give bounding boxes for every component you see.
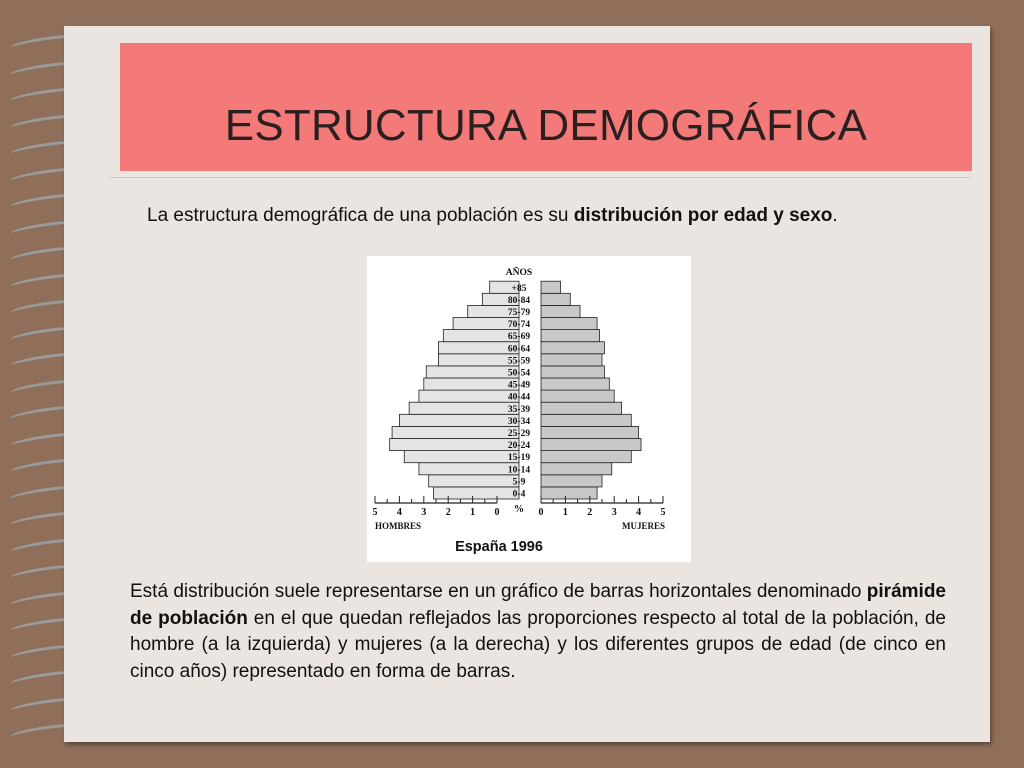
bar-hombres bbox=[429, 475, 519, 487]
x-tick-label: 0 bbox=[538, 507, 544, 518]
age-axis-label: AÑOS bbox=[505, 268, 533, 278]
bar-hombres bbox=[434, 487, 519, 499]
age-group-label: 15-19 bbox=[507, 453, 531, 464]
slide-title: ESTRUCTURA DEMOGRÁFICA bbox=[224, 101, 868, 150]
bar-hombres bbox=[399, 414, 519, 426]
age-group-label: 50-54 bbox=[507, 368, 531, 379]
divider bbox=[109, 177, 971, 178]
bar-mujeres bbox=[541, 463, 612, 475]
bar-mujeres bbox=[541, 439, 641, 451]
x-unit-label: % bbox=[514, 504, 524, 515]
age-group-label: 30-34 bbox=[507, 416, 531, 427]
body-text: Está distribución suele representarse en un gráfico de barras horizontales denominado bbox=[130, 581, 867, 602]
x-tick-label: 1 bbox=[470, 507, 476, 518]
age-group-label: 45-49 bbox=[507, 380, 531, 391]
intro-text: La estructura demográfica de una población es su bbox=[147, 205, 574, 226]
bar-mujeres bbox=[541, 426, 639, 438]
bar-hombres bbox=[392, 426, 519, 438]
x-tick-label: 2 bbox=[445, 507, 451, 518]
bar-mujeres bbox=[541, 402, 622, 414]
bar-hombres bbox=[419, 463, 519, 475]
bar-hombres bbox=[409, 402, 519, 414]
x-tick-label: 2 bbox=[587, 507, 593, 518]
legend-hombres: HOMBRES bbox=[375, 521, 422, 531]
bar-mujeres bbox=[541, 378, 609, 390]
x-tick-label: 1 bbox=[562, 507, 568, 518]
population-pyramid-figure bbox=[367, 256, 691, 562]
bar-mujeres bbox=[541, 281, 561, 293]
chart-title: España 1996 bbox=[455, 539, 543, 555]
body-paragraph bbox=[130, 579, 946, 685]
age-group-label: 65-69 bbox=[507, 332, 531, 343]
age-group-label: 55-59 bbox=[507, 356, 531, 367]
title-banner bbox=[120, 43, 972, 171]
x-tick-label: 3 bbox=[611, 507, 617, 518]
body-text-end: en el que quedan reflejados las proporciones respecto al total de la población, de hombre (a la izquierda) y mujeres (a la derecha) y los diferentes grupos de edad (de cinco en cinco años) representado en forma de barras. bbox=[130, 607, 946, 682]
body-bold: pirámide de población bbox=[130, 581, 946, 629]
x-tick-label: 4 bbox=[396, 507, 402, 518]
age-group-label: 25-29 bbox=[507, 429, 531, 439]
x-tick-label: 3 bbox=[421, 507, 427, 518]
slide-page bbox=[64, 26, 990, 742]
bar-mujeres bbox=[541, 451, 631, 463]
age-group-label: 10-14 bbox=[507, 465, 531, 476]
bar-hombres bbox=[426, 366, 519, 378]
bar-mujeres bbox=[541, 342, 604, 354]
bar-hombres bbox=[438, 354, 519, 366]
bar-mujeres bbox=[541, 318, 597, 330]
x-tick-label: 0 bbox=[494, 507, 500, 518]
bar-mujeres bbox=[541, 475, 602, 487]
bar-hombres bbox=[390, 439, 519, 451]
age-group-label: 70-74 bbox=[507, 320, 531, 331]
age-group-label: 75-79 bbox=[507, 308, 531, 318]
age-group-label: 60-64 bbox=[507, 344, 531, 355]
age-group-label: 40-44 bbox=[507, 392, 531, 403]
intro-paragraph bbox=[147, 202, 955, 229]
bar-mujeres bbox=[541, 330, 600, 342]
bar-hombres bbox=[404, 451, 519, 463]
bar-hombres bbox=[419, 390, 519, 402]
age-group-label: 80-84 bbox=[507, 295, 531, 306]
bar-mujeres bbox=[541, 366, 604, 378]
intro-bold: distribución por edad y sexo bbox=[573, 205, 833, 226]
age-group-label: 5-9 bbox=[512, 477, 526, 488]
legend-mujeres: MUJERES bbox=[621, 521, 665, 531]
bar-mujeres bbox=[541, 305, 580, 317]
intro-text-end: . bbox=[832, 205, 838, 226]
bar-hombres bbox=[438, 342, 519, 354]
bar-mujeres bbox=[541, 414, 631, 426]
x-tick-label: 5 bbox=[372, 507, 378, 518]
bar-mujeres bbox=[541, 354, 602, 366]
age-group-label: 0-4 bbox=[512, 489, 526, 500]
bar-mujeres bbox=[541, 293, 570, 305]
population-pyramid-chart bbox=[367, 256, 691, 562]
bar-mujeres bbox=[541, 390, 614, 402]
x-tick-label: 4 bbox=[636, 507, 642, 518]
bar-mujeres bbox=[541, 487, 597, 499]
age-group-label: +85 bbox=[511, 283, 527, 294]
age-group-label: 20-24 bbox=[507, 441, 531, 452]
age-group-label: 35-39 bbox=[507, 404, 531, 415]
x-tick-label: 5 bbox=[660, 507, 666, 518]
bar-hombres bbox=[424, 378, 519, 390]
